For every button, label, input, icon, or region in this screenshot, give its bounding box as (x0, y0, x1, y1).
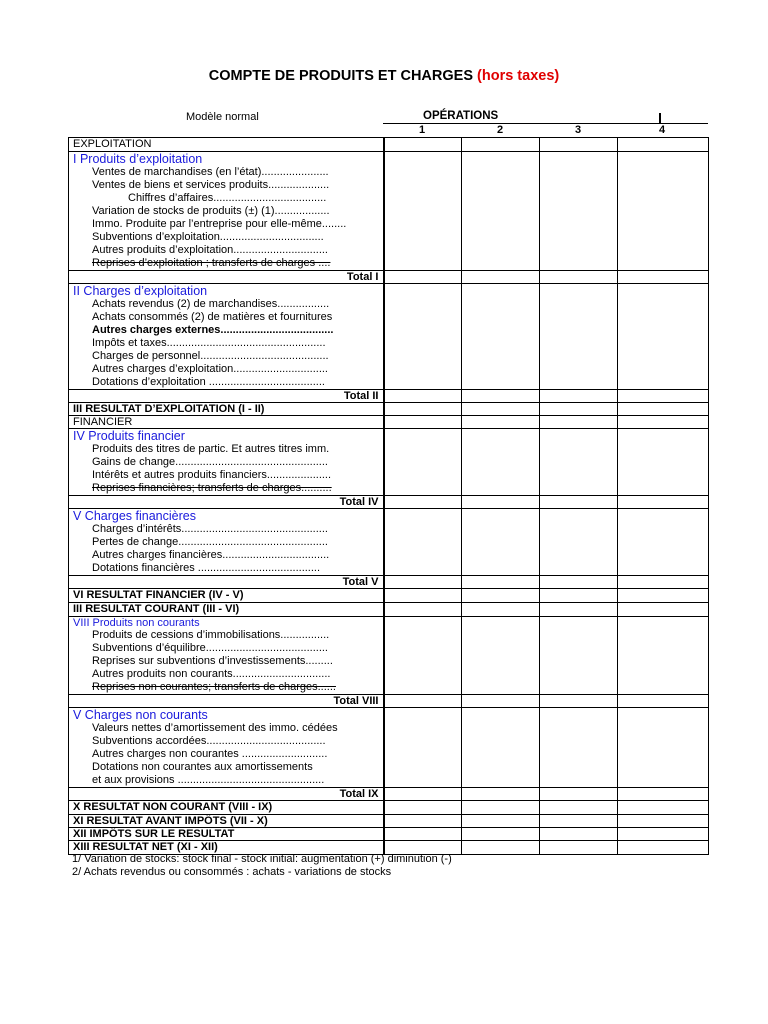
list-item: Reprises sur subventions d’investissements......... (92, 655, 333, 667)
cell[interactable] (540, 138, 618, 152)
cell[interactable] (618, 695, 709, 708)
list-item: Intérêts et autres produits financiers..................... (92, 469, 332, 481)
list-item: Dotations non courantes aux amortissements (92, 761, 313, 773)
total-label: Total V (69, 576, 384, 589)
charges-financier-block (69, 509, 384, 576)
list-item: Subventions d’équilibre........................................ (92, 642, 328, 654)
list-item: Subventions d’exploitation.................................. (92, 231, 324, 243)
cell[interactable] (540, 403, 618, 416)
cell[interactable] (384, 617, 462, 695)
cell[interactable] (540, 589, 618, 603)
col-header-2: 2 (496, 124, 504, 136)
total-label: Total IV (69, 496, 384, 509)
section-title: IV Produits financier (73, 429, 185, 443)
cell[interactable] (540, 429, 618, 496)
cell[interactable] (540, 801, 618, 815)
produits-exploitation-block (69, 152, 384, 271)
list-item: Impôts et taxes.................................................... (92, 337, 326, 349)
cell[interactable] (384, 429, 462, 496)
table-row (69, 617, 709, 695)
cell[interactable] (462, 390, 540, 403)
list-item: Subventions accordées....................................... (92, 735, 326, 747)
list-item: Produits de cessions d’immobilisations................ (92, 629, 330, 641)
result-label: XI RESULTAT AVANT IMPÔTS (VII - X) (69, 815, 384, 828)
cell[interactable] (384, 788, 462, 801)
cell[interactable] (618, 496, 709, 509)
list-item: Ventes de marchandises (en l’état)...................... (92, 166, 329, 178)
table-row (69, 509, 709, 576)
table-row (69, 138, 709, 152)
table-row (69, 708, 709, 788)
cell[interactable] (462, 841, 540, 855)
section-title: V Charges financières (73, 509, 196, 523)
list-item: Charges d’intérêts................................................ (92, 523, 328, 535)
table-row (69, 152, 709, 271)
col-header-4: 4 (658, 124, 666, 136)
cell[interactable] (462, 695, 540, 708)
operations-label: OPÉRATIONS (423, 110, 499, 122)
cell[interactable] (384, 403, 462, 416)
total-label: Total I (69, 271, 384, 284)
cell[interactable] (540, 841, 618, 855)
charges-exploitation-block (69, 284, 384, 390)
list-item: Autres charges financières................................... (92, 549, 330, 561)
cell[interactable] (462, 576, 540, 589)
cell[interactable] (540, 708, 618, 788)
cell[interactable] (618, 589, 709, 603)
cell[interactable] (540, 390, 618, 403)
result-label: XIII RESULTAT NET (XI - XII) (69, 841, 384, 855)
list-item: Reprises financières; transferts de charges.......... (92, 482, 332, 494)
cell[interactable] (618, 841, 709, 855)
produits-non-courants-block (69, 617, 384, 695)
section-title: V Charges non courants (73, 708, 208, 722)
table-row (69, 815, 709, 828)
total-label: Total II (69, 390, 384, 403)
cell[interactable] (462, 815, 540, 828)
cell[interactable] (618, 152, 709, 271)
list-item: Variation de stocks de produits (±) (1).................. (92, 205, 330, 217)
cell[interactable] (384, 815, 462, 828)
cell[interactable] (540, 695, 618, 708)
cell[interactable] (540, 603, 618, 617)
section-title: II Charges d’exploitation (73, 284, 208, 298)
cell[interactable] (384, 708, 462, 788)
cell[interactable] (618, 576, 709, 589)
table-row (69, 801, 709, 815)
cell[interactable] (618, 788, 709, 801)
list-item: Valeurs nettes d’amortissement des immo. cédées (92, 722, 338, 734)
cell[interactable] (618, 284, 709, 390)
table-row (69, 496, 709, 509)
total-label: Total VIII (69, 695, 384, 708)
cell[interactable] (462, 138, 540, 152)
cell[interactable] (540, 828, 618, 841)
cell[interactable] (540, 788, 618, 801)
section-title: VIII Produits non courants (73, 617, 200, 629)
list-item: Charges de personnel.......................................... (92, 350, 329, 362)
cell[interactable] (384, 138, 462, 152)
list-item: Reprises d’exploitation ; transferts de charges .... (92, 257, 331, 269)
list-item: Pertes de change................................................. (92, 536, 328, 548)
cell[interactable] (462, 429, 540, 496)
cell[interactable] (618, 390, 709, 403)
produits-financier-block (69, 429, 384, 496)
table-row (69, 589, 709, 603)
cell[interactable] (384, 801, 462, 815)
result-label: III RESULTAT D’EXPLOITATION (I - II) (69, 403, 384, 416)
cell[interactable] (462, 152, 540, 271)
footnote: 1/ Variation de stocks: stock final - stock initial: augmentation (+) diminution (-) (72, 853, 452, 865)
cell[interactable] (462, 801, 540, 815)
table-row (69, 416, 709, 429)
footnotes (72, 853, 452, 879)
cell[interactable] (462, 828, 540, 841)
title-main: COMPTE DE PRODUITS ET CHARGES (208, 68, 473, 84)
list-item: Autres charges externes..................................... (92, 324, 334, 336)
cell[interactable] (618, 828, 709, 841)
list-item: Chiffres d’affaires..................................... (128, 192, 327, 204)
cell[interactable] (540, 416, 618, 429)
cell[interactable] (540, 509, 618, 576)
cell[interactable] (384, 589, 462, 603)
list-item: Dotations d’exploitation ...................................... (92, 376, 325, 388)
footnote: 2/ Achats revendus ou consommés : achats - variations de stocks (72, 866, 392, 878)
cell[interactable] (540, 271, 618, 284)
col-header-3: 3 (574, 124, 582, 136)
cell[interactable] (462, 416, 540, 429)
list-item: Dotations financières ........................................ (92, 562, 321, 574)
cell[interactable] (540, 284, 618, 390)
page-title (0, 68, 768, 84)
header-divider (383, 123, 708, 124)
table-row (69, 284, 709, 390)
model-label: Modèle normal (186, 111, 259, 123)
cell[interactable] (384, 284, 462, 390)
list-item: Produits des titres de partic. Et autres titres imm. (92, 443, 330, 455)
table-row (69, 403, 709, 416)
charges-non-courants-block (69, 708, 384, 788)
cell[interactable] (618, 416, 709, 429)
list-item: Achats revendus (2) de marchandises................. (92, 298, 330, 310)
cell[interactable] (384, 603, 462, 617)
section-heading-exploitation: EXPLOITATION (69, 138, 384, 152)
list-item: Reprises non courantes; transferts de charges...... (92, 681, 336, 693)
cell[interactable] (618, 815, 709, 828)
cell[interactable] (384, 576, 462, 589)
cell[interactable] (540, 617, 618, 695)
list-item: Gains de change.................................................. (92, 456, 328, 468)
total-label: Total IX (69, 788, 384, 801)
section-heading-financier: FINANCIER (69, 416, 384, 429)
list-item: Autres produits non courants................................ (92, 668, 331, 680)
cell[interactable] (384, 271, 462, 284)
result-label: III RESULTAT COURANT (III - VI) (69, 603, 384, 617)
table-row (69, 271, 709, 284)
cell[interactable] (384, 509, 462, 576)
table-row (69, 828, 709, 841)
cell[interactable] (618, 708, 709, 788)
cell[interactable] (540, 152, 618, 271)
cell[interactable] (384, 152, 462, 271)
cell[interactable] (462, 284, 540, 390)
list-item: Achats consommés (2) de matières et fournitures (92, 311, 333, 323)
result-label: X RESULTAT NON COURANT (VIII - IX) (69, 801, 384, 815)
cell[interactable] (618, 509, 709, 576)
cell[interactable] (462, 271, 540, 284)
cell[interactable] (618, 429, 709, 496)
cell[interactable] (384, 496, 462, 509)
cell[interactable] (462, 509, 540, 576)
cell[interactable] (540, 496, 618, 509)
cell[interactable] (384, 828, 462, 841)
table-row (69, 576, 709, 589)
list-item: Autres produits d’exploitation............................... (92, 244, 328, 256)
table-row (69, 695, 709, 708)
cell[interactable] (618, 603, 709, 617)
cell[interactable] (462, 603, 540, 617)
cell[interactable] (462, 403, 540, 416)
cell[interactable] (384, 695, 462, 708)
cell[interactable] (462, 788, 540, 801)
col-header-1: 1 (418, 124, 426, 136)
title-sub: (hors taxes) (477, 68, 560, 84)
result-label: VI RESULTAT FINANCIER (IV - V) (69, 589, 384, 603)
accounts-table (68, 137, 709, 855)
section-title: I Produits d’exploitation (73, 152, 203, 166)
table-row (69, 390, 709, 403)
result-label: XII IMPÔTS SUR LE RESULTAT (69, 828, 384, 841)
cell[interactable] (618, 801, 709, 815)
cell[interactable] (462, 589, 540, 603)
cell[interactable] (462, 617, 540, 695)
list-item: et aux provisions ................................................ (92, 774, 325, 786)
cell[interactable] (462, 708, 540, 788)
cell[interactable] (618, 271, 709, 284)
table-row (69, 603, 709, 617)
cell[interactable] (618, 403, 709, 416)
list-item: Autres charges non courantes ............................ (92, 748, 328, 760)
cell[interactable] (384, 416, 462, 429)
cell[interactable] (540, 815, 618, 828)
cell[interactable] (462, 496, 540, 509)
cell[interactable] (618, 617, 709, 695)
cell[interactable] (540, 576, 618, 589)
cell[interactable] (618, 138, 709, 152)
cell[interactable] (384, 390, 462, 403)
list-item: Ventes de biens et services produits.................... (92, 179, 330, 191)
table-row (69, 429, 709, 496)
list-item: Autres charges d’exploitation............................... (92, 363, 328, 375)
table-row (69, 788, 709, 801)
list-item: Immo. Produite par l’entreprise pour elle-même........ (92, 218, 347, 230)
